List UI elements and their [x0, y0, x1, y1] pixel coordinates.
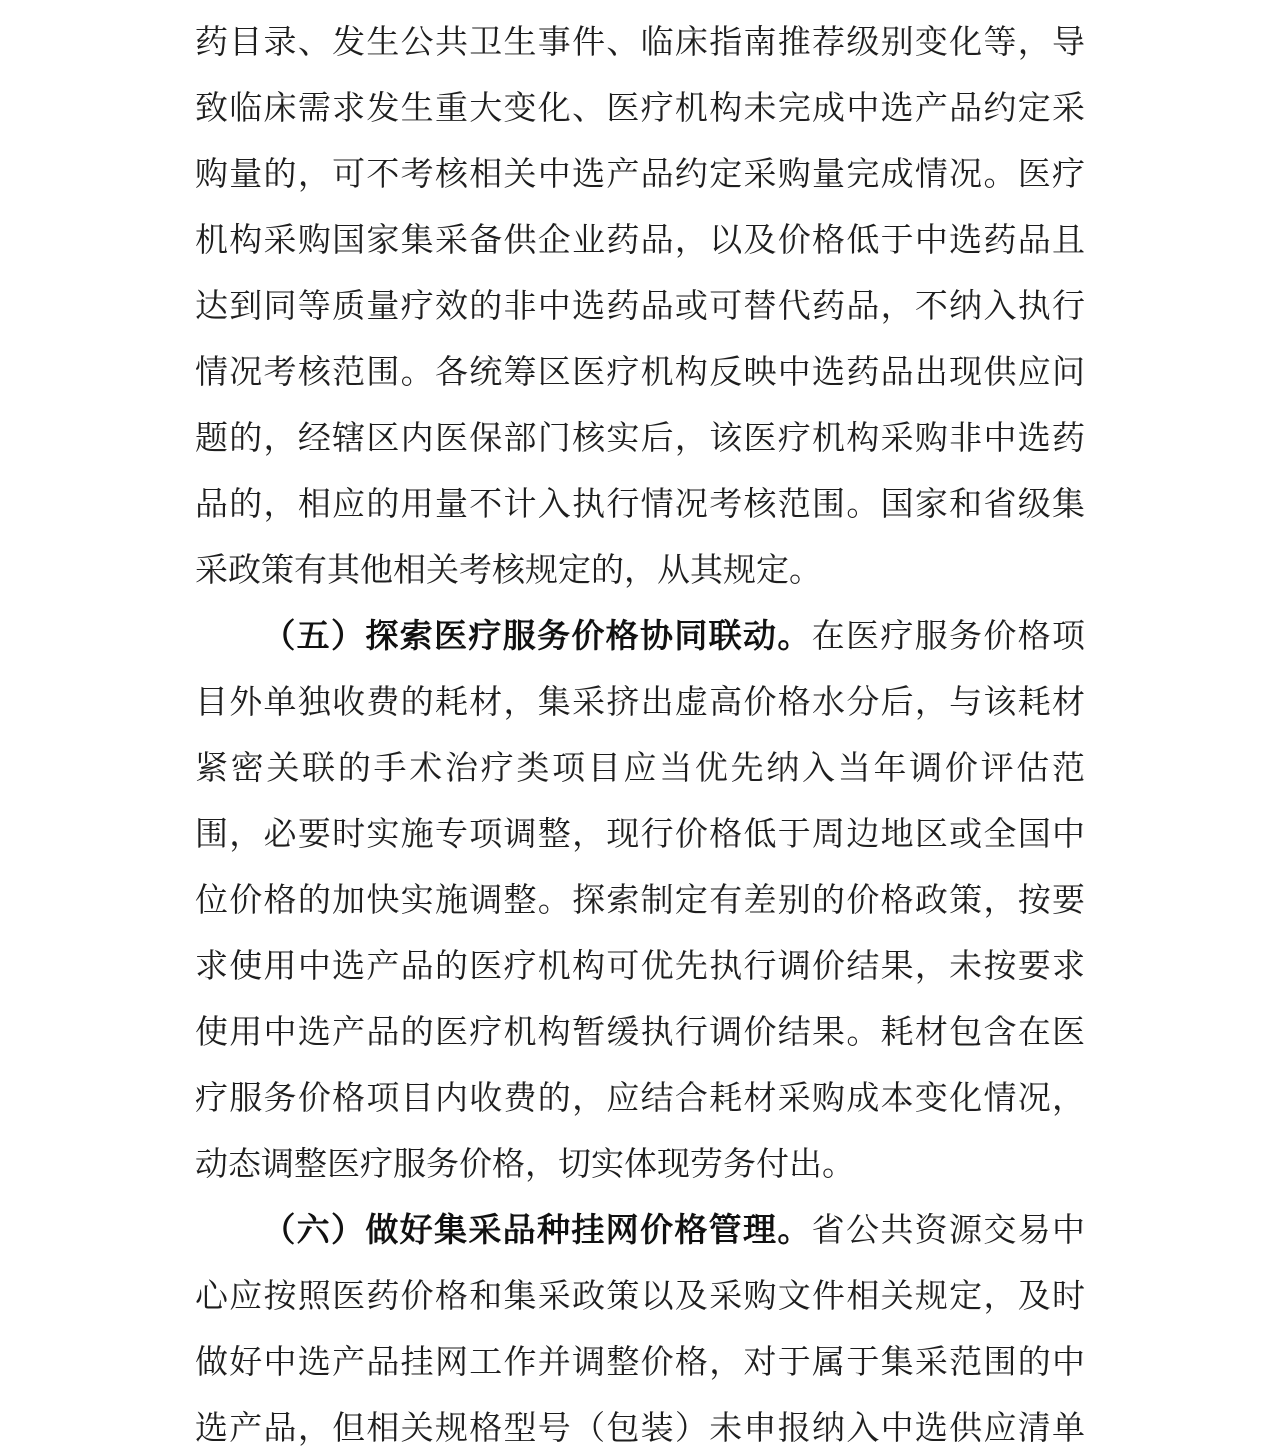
text-line: [195, 1264, 1085, 1330]
text-line: [195, 670, 1085, 736]
line-text: 心应按照医药价格和集采政策以及采购文件相关规定，及时: [195, 1279, 1085, 1315]
text-line: [195, 604, 1085, 670]
line-text: 疗服务价格项目内收费的，应结合耗材采购成本变化情况，: [195, 1081, 1085, 1117]
line-text: 目外单独收费的耗材，集采挤出虚高价格水分后，与该耗材: [195, 685, 1085, 721]
text-line: [195, 1066, 1085, 1132]
line-text: 围，必要时实施专项调整，现行价格低于周边地区或全国中: [195, 817, 1085, 853]
line-text: 在医疗服务价格项: [811, 619, 1086, 655]
section-heading: （六）做好集采品种挂网价格管理。: [261, 1213, 812, 1249]
text-line: [195, 142, 1085, 208]
text-line: [195, 274, 1085, 340]
text-line: [195, 1396, 1085, 1451]
line-text: 紧密关联的手术治疗类项目应当优先纳入当年调价评估范: [195, 751, 1085, 787]
text-line: [195, 1330, 1085, 1396]
first-line-indent: [195, 1240, 261, 1241]
text-line: [195, 340, 1085, 406]
text-line: [195, 868, 1085, 934]
text-line: [195, 736, 1085, 802]
text-line: [195, 802, 1085, 868]
line-text: 做好中选产品挂网工作并调整价格，对于属于集采范围的中: [195, 1345, 1085, 1381]
text-line: [195, 76, 1085, 142]
line-text: 使用中选产品的医疗机构暂缓执行调价结果。耗材包含在医: [195, 1015, 1085, 1051]
line-text: 致临床需求发生重大变化、医疗机构未完成中选产品约定采: [195, 91, 1085, 127]
text-line: [195, 1000, 1085, 1066]
line-text: 药目录、发生公共卫生事件、临床指南推荐级别变化等，导: [195, 25, 1085, 61]
section-heading: （五）探索医疗服务价格协同联动。: [261, 619, 812, 655]
line-text: 省公共资源交易中: [811, 1213, 1086, 1249]
line-text: 求使用中选产品的医疗机构可优先执行调价结果，未按要求: [195, 949, 1085, 985]
line-text: 达到同等质量疗效的非中选药品或可替代药品，不纳入执行: [195, 289, 1085, 325]
line-text: 采政策有其他相关考核规定的，从其规定。: [195, 553, 822, 589]
line-text: 机构采购国家集采备供企业药品，以及价格低于中选药品且: [195, 223, 1085, 259]
line-text: 品的，相应的用量不计入执行情况考核范围。国家和省级集: [195, 487, 1085, 523]
text-line: [195, 208, 1085, 274]
continuation-paragraph: [195, 10, 1085, 604]
line-text: 动态调整医疗服务价格，切实体现劳务付出。: [195, 1147, 855, 1183]
text-line: [195, 538, 1085, 604]
numbered-section: [195, 1198, 1085, 1451]
text-line: [195, 472, 1085, 538]
line-text: 选产品，但相关规格型号（包装）未申报纳入中选供应清单: [195, 1411, 1085, 1447]
text-line: [195, 1132, 1085, 1198]
line-text: 位价格的加快实施调整。探索制定有差别的价格政策，按要: [195, 883, 1085, 919]
text-line: [195, 1198, 1085, 1264]
text-line: [195, 406, 1085, 472]
line-text: 题的，经辖区内医保部门核实后，该医疗机构采购非中选药: [195, 421, 1085, 457]
line-text: 购量的，可不考核相关中选产品约定采购量完成情况。医疗: [195, 157, 1085, 193]
text-line: [195, 934, 1085, 1000]
line-text: 情况考核范围。各统筹区医疗机构反映中选药品出现供应问: [195, 355, 1085, 391]
numbered-section: [195, 604, 1085, 1198]
document-text-block: [195, 0, 1085, 1451]
first-line-indent: [195, 646, 261, 647]
text-line: [195, 10, 1085, 76]
